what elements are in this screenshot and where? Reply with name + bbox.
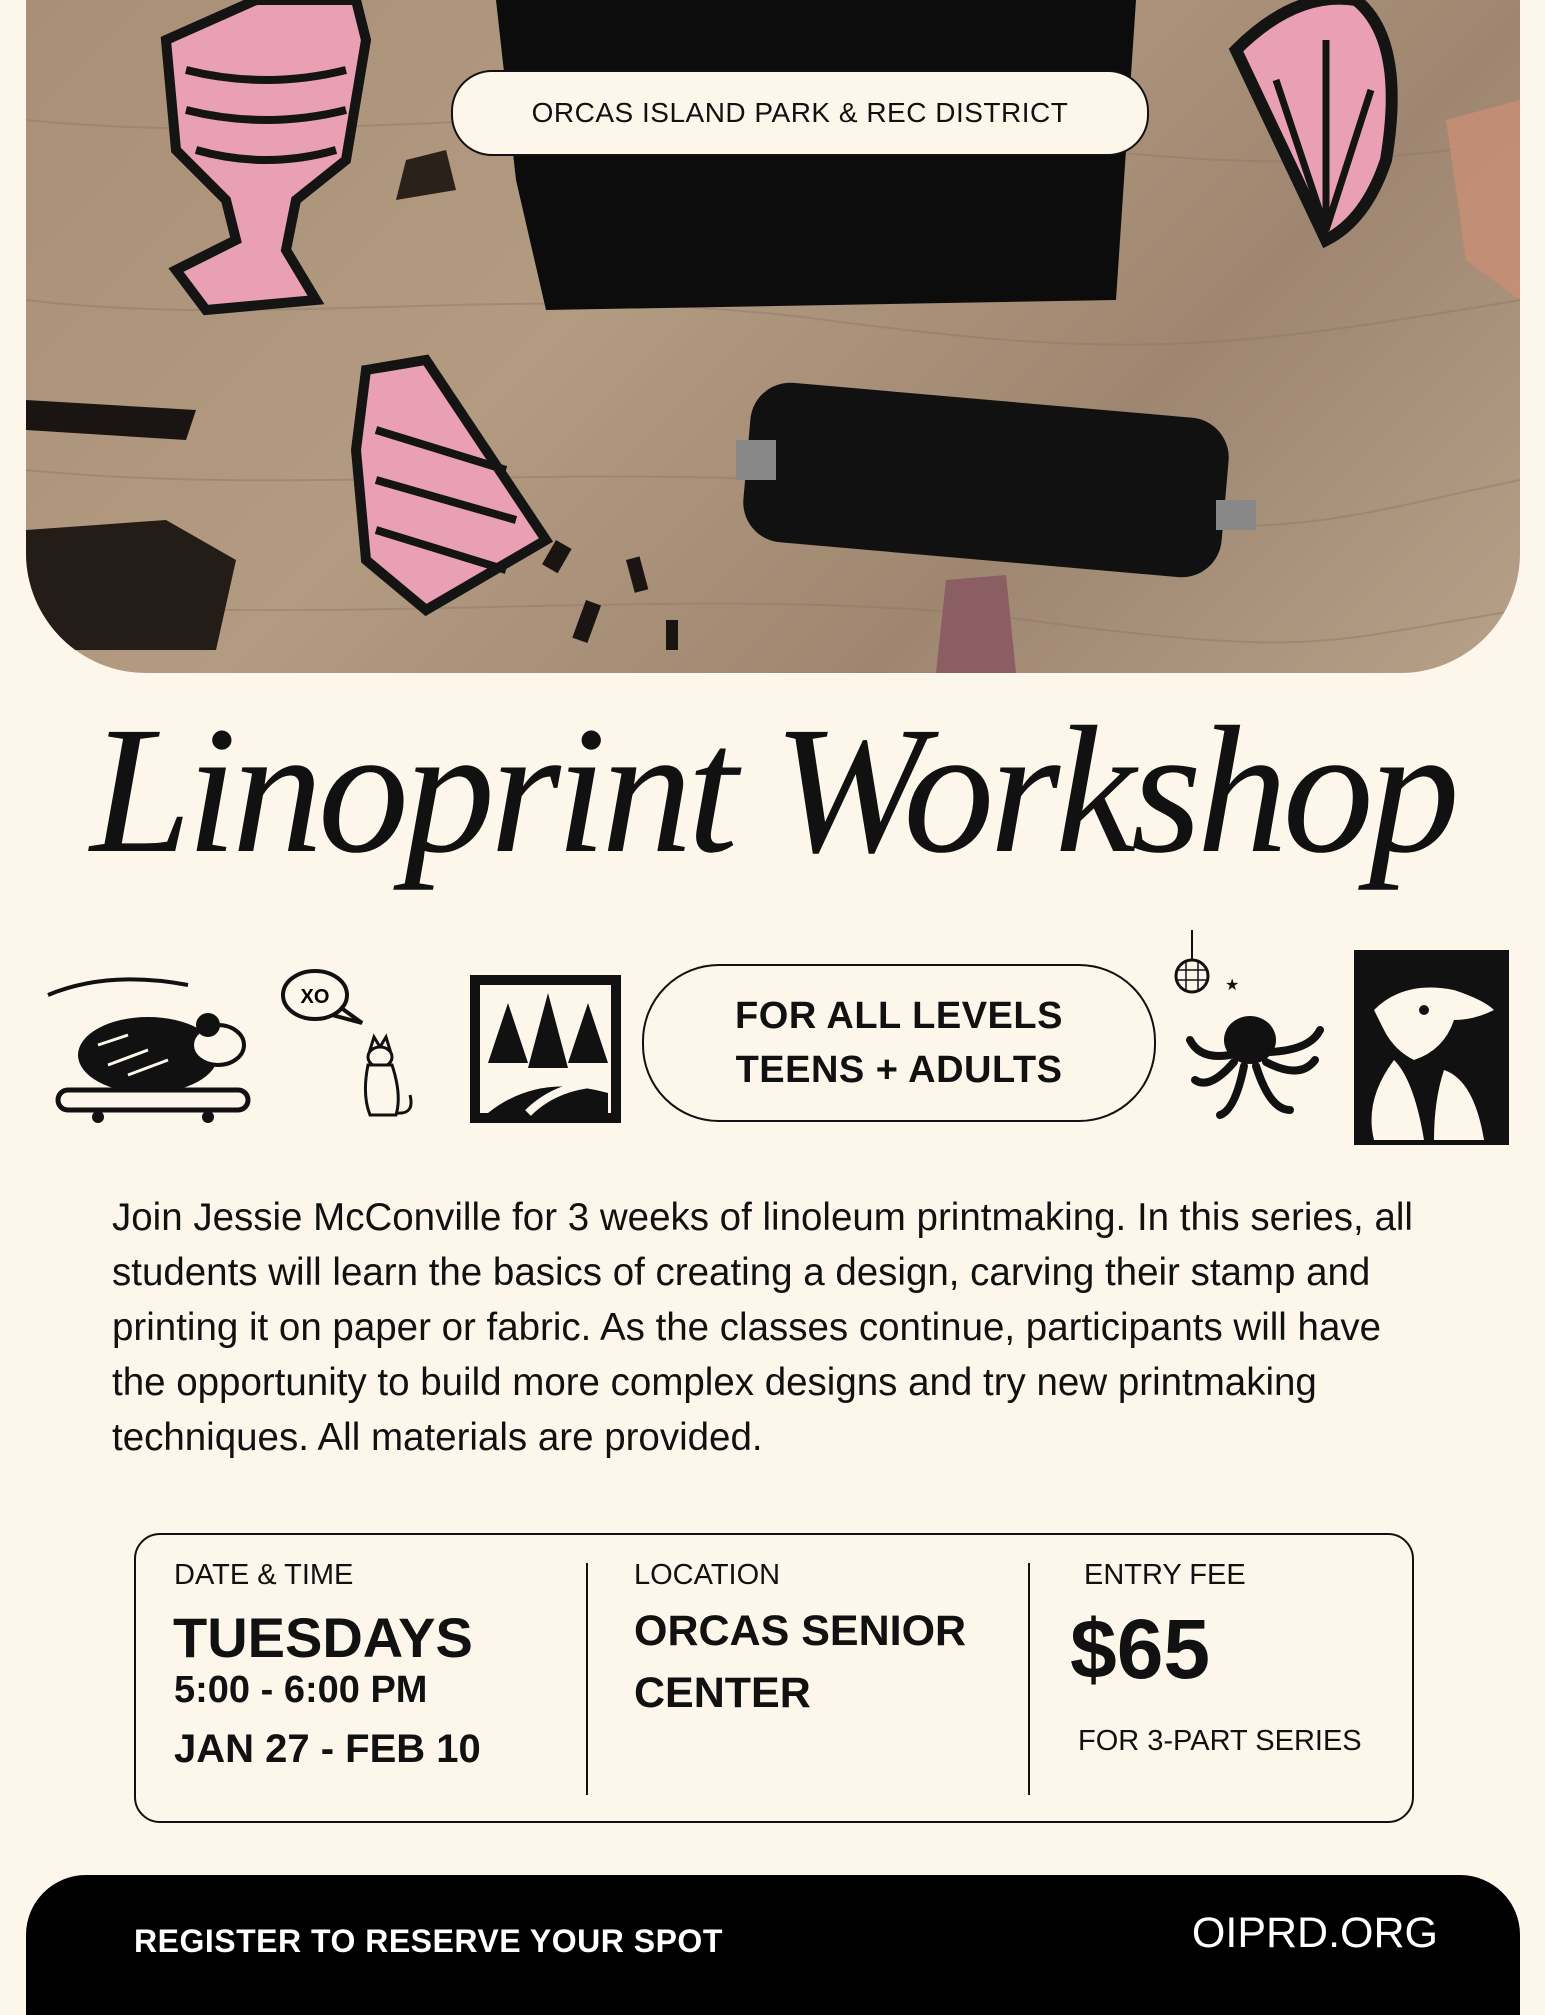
svg-text:★: ★ — [1225, 977, 1240, 994]
cake-slice-stamp-icon — [356, 360, 546, 610]
location-line2: CENTER — [634, 1669, 811, 1717]
website-link[interactable]: OIPRD.ORG — [1191, 1909, 1438, 1957]
lamb-icon — [1354, 950, 1509, 1145]
fee-amount: $65 — [1070, 1602, 1211, 1696]
location-label: LOCATION — [634, 1559, 781, 1591]
audience-ages: TEENS + ADULTS — [735, 1049, 1063, 1091]
register-cta: REGISTER TO RESERVE YOUR SPOT — [134, 1923, 723, 1959]
date-day: TUESDAYS — [173, 1606, 473, 1669]
octopus-disco-ball-icon — [1170, 930, 1330, 1125]
workshop-description: Join Jessie McConville for 3 weeks of linoleum printmaking. In this series, all students will learn the basics of creating a design, carving their stamp and printing it on paper or fabric. As the classes continue, participants will have the opportunity to build more complex designs and try new printmaking techniques. All materials are provided. — [112, 1196, 1413, 1459]
date-label: DATE & TIME — [174, 1559, 354, 1591]
page-title: Linoprint Workshop — [90, 690, 1455, 891]
event-details-box — [134, 1533, 1414, 1823]
brayer-roller-icon — [736, 379, 1256, 673]
divider — [586, 1563, 588, 1795]
date-time: 5:00 - 6:00 PM — [174, 1669, 428, 1711]
citrus-stamp-icon — [1236, 0, 1392, 240]
speech-bubble-text: XO — [300, 986, 330, 1008]
divider — [1028, 1563, 1030, 1795]
audience-badge — [642, 964, 1156, 1122]
date-range: JAN 27 - FEB 10 — [174, 1727, 481, 1771]
org-name-badge: ORCAS ISLAND PARK & REC DISTRICT — [451, 70, 1149, 156]
audience-levels: FOR ALL LEVELS — [735, 995, 1063, 1037]
location-line1: ORCAS SENIOR — [634, 1607, 967, 1655]
cat-speech-bubble-icon — [270, 965, 420, 1125]
footer-bar — [26, 1875, 1520, 2015]
hero-photo — [26, 0, 1520, 673]
fee-label: ENTRY FEE — [1084, 1559, 1246, 1591]
hedgehog-skateboard-icon — [28, 955, 253, 1125]
fee-note: FOR 3-PART SERIES — [1078, 1725, 1362, 1757]
cake-stamp-icon — [166, 0, 366, 310]
forest-path-icon — [468, 973, 623, 1125]
